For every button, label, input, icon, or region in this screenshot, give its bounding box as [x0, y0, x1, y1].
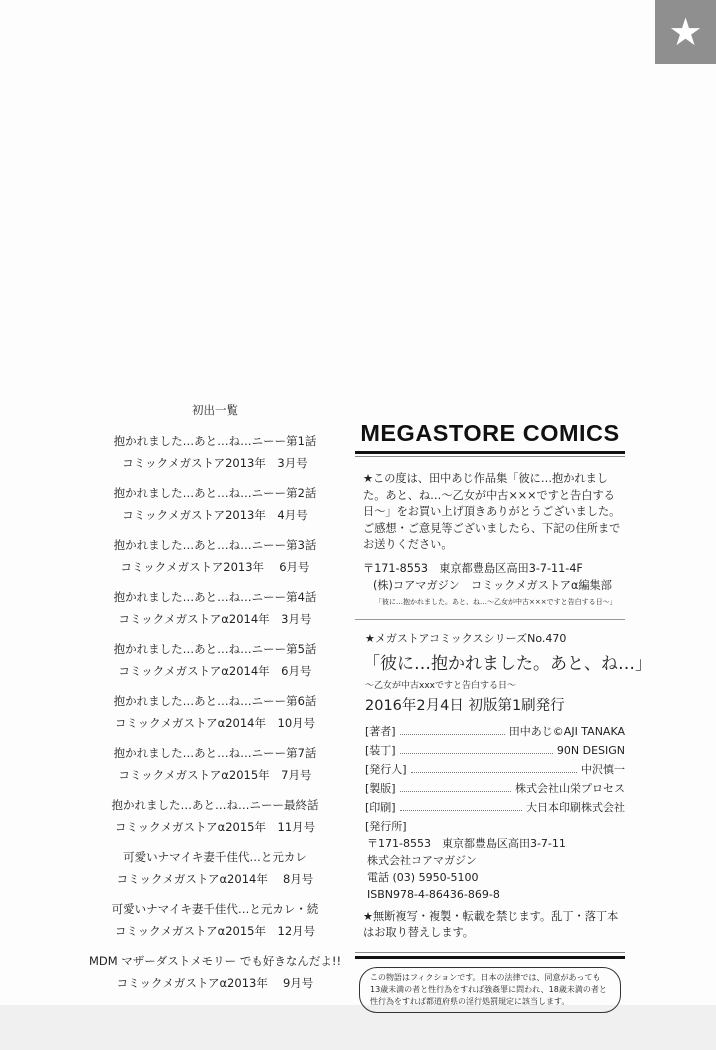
editorial-department: (株)コアマガジン コミックメガストアα編集部 — [373, 578, 612, 592]
divider — [355, 451, 625, 454]
credit-label: [製版] — [365, 781, 396, 795]
book-reference: 「彼に…抱かれました。あと、ね…～乙女が中古×××ですと告白する日～」 — [375, 597, 617, 606]
story-title: 抱かれました…あと…ね…ニーー第5話 — [113, 642, 317, 656]
list-item — [70, 482, 360, 534]
story-title: 抱かれました…あと…ね…ニーー第6話 — [113, 694, 317, 708]
megastore-comics-logo: MEGASTORE COMICS — [360, 420, 620, 446]
story-title: 抱かれました…あと…ね…ニーー第2話 — [113, 486, 317, 500]
list-item — [70, 846, 360, 898]
leader-dots — [400, 802, 522, 811]
list-item — [70, 950, 360, 1002]
credit-value: 大日本印刷株式会社 — [526, 800, 625, 814]
story-title: 抱かれました…あと…ね…ニーー第3話 — [113, 538, 317, 552]
first-appearance-list — [70, 402, 360, 1002]
credit-row — [365, 723, 625, 742]
editorial-address: 〒171-8553 東京都豊島区高田3-7-11-4F — [363, 561, 583, 575]
story-title: 抱かれました…あと…ね…ニーー最終話 — [111, 798, 319, 812]
list-item — [70, 586, 360, 638]
magazine-issue: コミックメガストアα2014年 10月号 — [114, 716, 316, 730]
copyright-notice: ★無断複写・複製・転載を禁じます。乱丁・落丁本はお取り替えします。 — [363, 909, 619, 939]
magazine-issue: コミックメガストアα2014年 6月号 — [118, 664, 312, 678]
magazine-issue: コミックメガストアα2015年 11月号 — [114, 820, 316, 834]
list-item — [70, 794, 360, 846]
list-item — [70, 430, 360, 482]
fiction-disclaimer: この物語はフィクションです。日本の法律では、同意があっても13歳未満の者と性行為をすれば強姦罪に問われ、18歳未満の者と性行為をすれば都道府県の淫行処罰規定に該当します。 — [359, 967, 621, 1013]
divider — [355, 619, 625, 620]
magazine-issue: コミックメガストアα2014年 8月号 — [116, 872, 314, 886]
isbn: ISBN978-4-86436-869-8 — [367, 887, 500, 901]
credit-row — [365, 799, 625, 818]
magazine-issue: コミックメガストアα2014年 3月号 — [118, 612, 312, 626]
colophon — [355, 420, 652, 1013]
magazine-issue: コミックメガストア2013年 4月号 — [122, 508, 308, 522]
credit-value: 株式会社山栄プロセス — [515, 781, 625, 795]
divider — [355, 456, 625, 457]
publisher-phone: 電話 (03) 5950-5100 — [367, 870, 479, 884]
magazine-issue: コミックメガストアα2015年 12月号 — [114, 924, 316, 938]
credit-row — [365, 742, 625, 761]
story-title: MDM マザーダストメモリー でも好きなんだよ!! — [88, 954, 342, 968]
leader-dots — [400, 726, 505, 735]
divider — [355, 956, 625, 959]
list-item — [70, 638, 360, 690]
series-number: ★メガストアコミックスシリーズNo.470 — [365, 631, 567, 645]
book-title: 「彼に…抱かれました。あと、ね…」 — [363, 653, 652, 674]
magazine-issue: コミックメガストア2013年 6月号 — [120, 560, 310, 574]
star-icon: ★ — [668, 10, 703, 54]
list-heading: 初出一覧 — [192, 403, 238, 417]
divider — [355, 952, 625, 953]
thank-you-message: ★この度は、田中あじ作品集「彼に…抱かれました。あと、ね…～乙女が中古×××ですと告白する日～」をお買い上げ頂きありがとうございました。ご感想・ご意見等ございましたら、下記の住所までお送りください。 — [363, 472, 621, 551]
star-badge — [655, 0, 716, 64]
credit-label: [発行人] — [365, 762, 407, 776]
credit-value: 90N DESIGN — [556, 743, 625, 757]
publisher-block — [365, 818, 625, 903]
credit-label: [著者] — [365, 724, 396, 738]
magazine-issue: コミックメガストアα2015年 7月号 — [118, 768, 312, 782]
list-item — [70, 534, 360, 586]
story-title: 可愛いナマイキ妻千佳代…と元カレ・続 — [111, 902, 319, 916]
leader-dots — [400, 745, 553, 754]
credit-label: [装丁] — [365, 743, 396, 757]
story-title: 抱かれました…あと…ね…ニーー第7話 — [113, 746, 317, 760]
publisher-label: [発行所] — [365, 819, 407, 833]
book-subtitle: ～乙女が中古xxxですと告白する日～ — [365, 680, 516, 691]
credit-row — [365, 780, 625, 799]
leader-dots — [411, 764, 577, 773]
credit-value: 田中あじ©AJI TANAKA — [508, 724, 625, 738]
magazine-issue: コミックメガストア2013年 3月号 — [122, 456, 308, 470]
story-title: 抱かれました…あと…ね…ニーー第4話 — [113, 590, 317, 604]
list-item — [70, 690, 360, 742]
publication-date: 2016年2月4日 初版第1刷発行 — [365, 697, 565, 714]
leader-dots — [400, 783, 511, 792]
publisher-address: 〒171-8553 東京都豊島区高田3-7-11 — [367, 836, 566, 850]
list-item — [70, 898, 360, 950]
story-title: 可愛いナマイキ妻千佳代…と元カレ — [123, 850, 307, 864]
publisher-name: 株式会社コアマガジン — [367, 853, 477, 867]
credit-value: 中沢慎一 — [581, 762, 625, 776]
credit-label: [印刷] — [365, 800, 396, 814]
story-title: 抱かれました…あと…ね…ニーー第1話 — [113, 434, 317, 448]
credits — [365, 723, 625, 818]
list-item — [70, 742, 360, 794]
magazine-issue: コミックメガストアα2013年 9月号 — [116, 976, 314, 990]
credit-row — [365, 761, 625, 780]
